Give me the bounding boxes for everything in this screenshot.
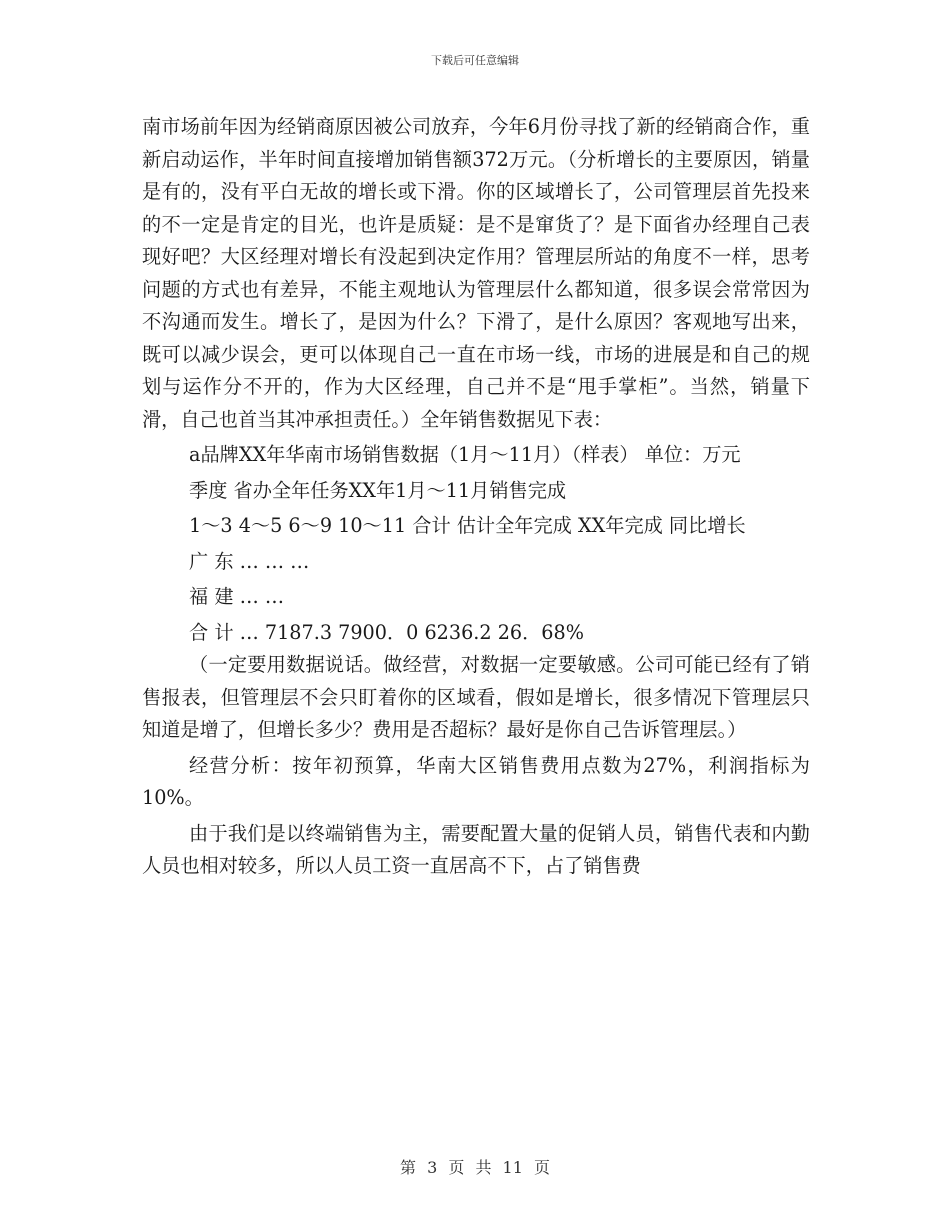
paragraph-personnel-cost: 由于我们是以终端销售为主，需要配置大量的促销人员，销售代表和内勤人员也相对较多，所以人员工资一直居高不下，占了销售费 (142, 821, 810, 877)
paragraph-data-note: （一定要用数据说话。做经营，对数据一定要敏感。公司可能已经有了销售报表，但管理层不会只盯着你的区域看，假如是增长，很多情况下管理层只知道是增了，但增长多少？费用是否超标？最好是你自己告诉管理层。） (142, 653, 810, 741)
table-header-row-2: 1～3 4～5 6～9 10～11 合计 估计全年完成 XX年完成 同比增长 (189, 514, 746, 537)
table-row-fujian: 福 建 … … (189, 585, 285, 608)
document-body (142, 111, 810, 883)
table-row-guangdong: 广 东 … … … (189, 549, 310, 573)
table-header-row-1: 季度 省办全年任务XX年1月～11月销售完成 (189, 478, 567, 502)
table-caption: a品牌XX年华南市场销售数据（1月～11月）（样表） 单位：万元 (189, 443, 741, 466)
paragraph-sales-growth: 南市场前年因为经销商原因被公司放弃，今年6月份寻找了新的经销商合作，重新启动运作，半年时间直接增加销售额372万元。（分析增长的主要原因，销量是有的，没有平白无故的增长或下滑。你的区域增长了，公司管理层首先投来的不一定是肯定的目光，也许是质疑：是不是窜货了？是下面省办经理自己表现好吧？大区经理对增长有没起到决定作用？管理层所站的角度不一样，思考问题的方式也有差异，不能主观地认为管理层什么都知道，很多误会常常因为不沟通而发生。增长了，是因为什么？下滑了，是什么原因？客观地写出来，既可以减少误会，更可以体现自己一直在市场一线，市场的进展是和自己的规划与运作分不开的，作为大区经理，自己并不是“甩手掌柜”。当然，销量下滑，自己也首当其冲承担责任。）全年销售数据见下表： (142, 115, 810, 431)
paragraph-operating-analysis: 经营分析：按年初预算，华南大区销售费用点数为27%，利润指标为10%。 (142, 753, 810, 809)
page-header: 下载后可任意编辑 (431, 54, 519, 67)
table-row-total: 合 计 … 7187.3 7900．0 6236.2 26．68% (189, 620, 584, 644)
page-footer: 第 3 页 共 11 页 (400, 1158, 550, 1177)
